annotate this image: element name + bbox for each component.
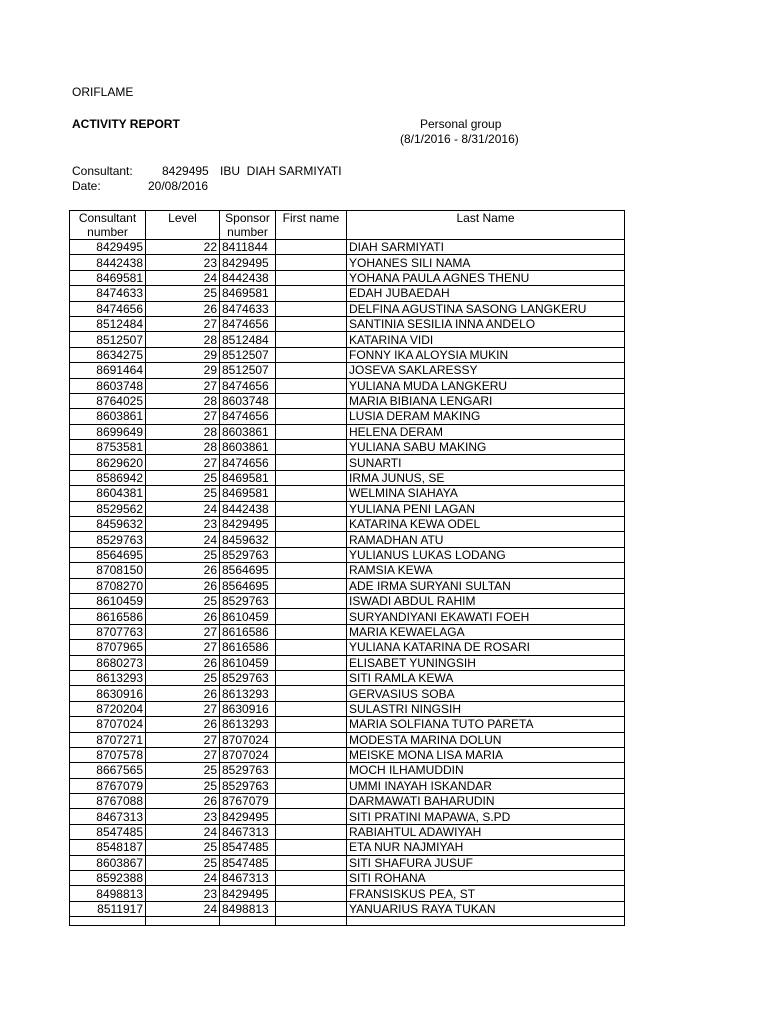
cell-level: 29 [146, 363, 220, 378]
table-row [70, 701, 625, 716]
report-date: 20/08/2016 [148, 179, 209, 193]
col-header-consultant-number: Consultant number [70, 211, 146, 240]
company-name: ORIFLAME [72, 85, 134, 99]
report-title: ACTIVITY REPORT [72, 117, 180, 131]
cell-last-name: SITI PRATINI MAPAWA, S.PD [347, 809, 625, 824]
cell-last-name: MARIA BIBIANA LENGARI [347, 393, 625, 408]
cell-level: 23 [146, 886, 220, 901]
cell-consultant-number: 8610459 [70, 593, 146, 608]
table-row [70, 393, 625, 408]
cell-last-name: HELENA DERAM [347, 424, 625, 439]
cell-last-name: YULIANA PENI LAGAN [347, 501, 625, 516]
cell-sponsor-number: 8474633 [220, 301, 276, 316]
cell-sponsor-number: 8512507 [220, 347, 276, 362]
cell-consultant-number: 8548187 [70, 840, 146, 855]
table-row [70, 871, 625, 886]
cell-consultant-number: 8720204 [70, 701, 146, 716]
table-row [70, 563, 625, 578]
cell-level: 26 [146, 794, 220, 809]
cell-consultant-number: 8707965 [70, 640, 146, 655]
col-header-first-name: First name [276, 211, 347, 240]
cell-level: 27 [146, 732, 220, 747]
col-header-last-name: Last Name [347, 211, 625, 240]
spacer-cell [347, 917, 625, 926]
cell-last-name: RAMSIA KEWA [347, 563, 625, 578]
cell-last-name: YULIANA MUDA LANGKERU [347, 378, 625, 393]
cell-first-name [276, 609, 347, 624]
cell-level: 27 [146, 640, 220, 655]
cell-consultant-number: 8708270 [70, 578, 146, 593]
cell-first-name [276, 717, 347, 732]
cell-last-name: FRANSISKUS PEA, ST [347, 886, 625, 901]
cell-last-name: EDAH JUBAEDAH [347, 286, 625, 301]
cell-sponsor-number: 8411844 [220, 240, 276, 255]
cell-level: 26 [146, 686, 220, 701]
cell-first-name [276, 701, 347, 716]
table-row [70, 778, 625, 793]
cell-first-name [276, 840, 347, 855]
table-row [70, 824, 625, 839]
cell-level: 26 [146, 578, 220, 593]
cell-level: 25 [146, 763, 220, 778]
cell-first-name [276, 732, 347, 747]
spacer-cell [70, 917, 146, 926]
cell-sponsor-number: 8429495 [220, 255, 276, 270]
cell-consultant-number: 8613293 [70, 670, 146, 685]
cell-last-name: FONNY IKA ALOYSIA MUKIN [347, 347, 625, 362]
cell-last-name: SITI RAMLA KEWA [347, 670, 625, 685]
cell-level: 27 [146, 378, 220, 393]
cell-consultant-number: 8474656 [70, 301, 146, 316]
cell-level: 24 [146, 901, 220, 916]
cell-level: 26 [146, 301, 220, 316]
cell-sponsor-number: 8469581 [220, 470, 276, 485]
cell-last-name: ISWADI ABDUL RAHIM [347, 593, 625, 608]
cell-level: 28 [146, 424, 220, 439]
cell-level: 25 [146, 855, 220, 870]
cell-consultant-number: 8529763 [70, 532, 146, 547]
cell-consultant-number: 8753581 [70, 440, 146, 455]
cell-last-name: JOSEVA SAKLARESSY [347, 363, 625, 378]
cell-level: 27 [146, 701, 220, 716]
cell-level: 25 [146, 470, 220, 485]
cell-last-name: YOHANA PAULA AGNES THENU [347, 270, 625, 285]
table-row [70, 501, 625, 516]
cell-first-name [276, 517, 347, 532]
cell-sponsor-number: 8459632 [220, 532, 276, 547]
cell-sponsor-number: 8498813 [220, 901, 276, 916]
cell-first-name [276, 270, 347, 285]
cell-consultant-number: 8708150 [70, 563, 146, 578]
cell-level: 25 [146, 486, 220, 501]
cell-level: 27 [146, 747, 220, 762]
cell-last-name: SITI SHAFURA JUSUF [347, 855, 625, 870]
cell-last-name: ELISABET YUNINGSIH [347, 655, 625, 670]
table-spacer-row [70, 917, 625, 926]
cell-consultant-number: 8707578 [70, 747, 146, 762]
table-row [70, 717, 625, 732]
cell-sponsor-number: 8603861 [220, 424, 276, 439]
cell-first-name [276, 809, 347, 824]
table-row [70, 640, 625, 655]
cell-sponsor-number: 8610459 [220, 609, 276, 624]
cell-sponsor-number: 8512507 [220, 363, 276, 378]
cell-level: 22 [146, 240, 220, 255]
cell-level: 28 [146, 332, 220, 347]
cell-last-name: SUNARTI [347, 455, 625, 470]
cell-last-name: SANTINIA SESILIA INNA ANDELO [347, 316, 625, 331]
spacer-cell [276, 917, 347, 926]
cell-first-name [276, 901, 347, 916]
cell-first-name [276, 409, 347, 424]
cell-sponsor-number: 8429495 [220, 809, 276, 824]
cell-consultant-number: 8629620 [70, 455, 146, 470]
table-row [70, 670, 625, 685]
cell-first-name [276, 332, 347, 347]
table-row [70, 409, 625, 424]
cell-level: 25 [146, 778, 220, 793]
table-row [70, 624, 625, 639]
cell-consultant-number: 8764025 [70, 393, 146, 408]
cell-sponsor-number: 8529763 [220, 547, 276, 562]
activity-table [69, 210, 625, 926]
cell-first-name [276, 424, 347, 439]
cell-level: 24 [146, 270, 220, 285]
cell-sponsor-number: 8613293 [220, 686, 276, 701]
report-period: (8/1/2016 - 8/31/2016) [400, 132, 519, 146]
cell-consultant-number: 8603867 [70, 855, 146, 870]
table-row [70, 578, 625, 593]
cell-last-name: MARIA KEWAELAGA [347, 624, 625, 639]
table-row [70, 270, 625, 285]
cell-sponsor-number: 8529763 [220, 593, 276, 608]
cell-first-name [276, 316, 347, 331]
col-header-level: Level [146, 211, 220, 240]
cell-sponsor-number: 8474656 [220, 316, 276, 331]
cell-level: 27 [146, 316, 220, 331]
cell-first-name [276, 440, 347, 455]
cell-sponsor-number: 8603748 [220, 393, 276, 408]
cell-consultant-number: 8707271 [70, 732, 146, 747]
table-row [70, 732, 625, 747]
cell-consultant-number: 8474633 [70, 286, 146, 301]
cell-level: 29 [146, 347, 220, 362]
cell-consultant-number: 8442438 [70, 255, 146, 270]
table-row [70, 517, 625, 532]
cell-first-name [276, 886, 347, 901]
cell-sponsor-number: 8564695 [220, 563, 276, 578]
cell-last-name: RABIAHTUL ADAWIYAH [347, 824, 625, 839]
cell-consultant-number: 8511917 [70, 901, 146, 916]
cell-sponsor-number: 8547485 [220, 855, 276, 870]
cell-sponsor-number: 8469581 [220, 486, 276, 501]
cell-first-name [276, 501, 347, 516]
cell-last-name: GERVASIUS SOBA [347, 686, 625, 701]
cell-last-name: SURYANDIYANI EKAWATI FOEH [347, 609, 625, 624]
cell-last-name: MODESTA MARINA DOLUN [347, 732, 625, 747]
cell-sponsor-number: 8429495 [220, 886, 276, 901]
cell-level: 27 [146, 455, 220, 470]
table-row [70, 840, 625, 855]
cell-last-name: MARIA SOLFIANA TUTO PARETA [347, 717, 625, 732]
cell-level: 23 [146, 255, 220, 270]
cell-level: 27 [146, 409, 220, 424]
cell-consultant-number: 8586942 [70, 470, 146, 485]
cell-sponsor-number: 8630916 [220, 701, 276, 716]
cell-level: 26 [146, 717, 220, 732]
cell-last-name: MOCH ILHAMUDDIN [347, 763, 625, 778]
cell-level: 26 [146, 563, 220, 578]
cell-level: 23 [146, 809, 220, 824]
cell-first-name [276, 670, 347, 685]
cell-consultant-number: 8459632 [70, 517, 146, 532]
cell-last-name: SULASTRI NINGSIH [347, 701, 625, 716]
cell-consultant-number: 8707024 [70, 717, 146, 732]
cell-first-name [276, 871, 347, 886]
cell-sponsor-number: 8469581 [220, 286, 276, 301]
cell-last-name: YULIANA SABU MAKING [347, 440, 625, 455]
table-row [70, 532, 625, 547]
cell-level: 27 [146, 624, 220, 639]
cell-first-name [276, 286, 347, 301]
cell-consultant-number: 8699649 [70, 424, 146, 439]
cell-sponsor-number: 8707024 [220, 732, 276, 747]
cell-first-name [276, 855, 347, 870]
table-row [70, 455, 625, 470]
cell-first-name [276, 393, 347, 408]
cell-last-name: WELMINA SIAHAYA [347, 486, 625, 501]
cell-sponsor-number: 8474656 [220, 409, 276, 424]
cell-consultant-number: 8616586 [70, 609, 146, 624]
cell-consultant-number: 8680273 [70, 655, 146, 670]
cell-sponsor-number: 8467313 [220, 824, 276, 839]
cell-consultant-number: 8707763 [70, 624, 146, 639]
cell-first-name [276, 686, 347, 701]
cell-first-name [276, 655, 347, 670]
cell-first-name [276, 640, 347, 655]
cell-first-name [276, 624, 347, 639]
table-row [70, 809, 625, 824]
table-body [70, 240, 625, 926]
cell-consultant-number: 8512484 [70, 316, 146, 331]
table-row [70, 547, 625, 562]
cell-sponsor-number: 8707024 [220, 747, 276, 762]
table-row [70, 255, 625, 270]
cell-level: 24 [146, 532, 220, 547]
cell-last-name: RAMADHAN ATU [347, 532, 625, 547]
cell-first-name [276, 240, 347, 255]
table-header-row [70, 211, 625, 240]
cell-sponsor-number: 8616586 [220, 624, 276, 639]
table-row [70, 286, 625, 301]
cell-consultant-number: 8469581 [70, 270, 146, 285]
cell-level: 25 [146, 670, 220, 685]
cell-last-name: KATARINA VIDI [347, 332, 625, 347]
cell-last-name: ETA NUR NAJMIYAH [347, 840, 625, 855]
table-row [70, 763, 625, 778]
cell-first-name [276, 563, 347, 578]
cell-first-name [276, 794, 347, 809]
cell-last-name: DIAH SARMIYATI [347, 240, 625, 255]
cell-last-name: LUSIA DERAM MAKING [347, 409, 625, 424]
cell-consultant-number: 8667565 [70, 763, 146, 778]
group-label: Personal group [420, 117, 502, 131]
table-row [70, 486, 625, 501]
cell-level: 28 [146, 440, 220, 455]
cell-sponsor-number: 8529763 [220, 763, 276, 778]
table-row [70, 686, 625, 701]
cell-consultant-number: 8467313 [70, 809, 146, 824]
table-row [70, 332, 625, 347]
cell-first-name [276, 347, 347, 362]
cell-sponsor-number: 8442438 [220, 270, 276, 285]
cell-sponsor-number: 8474656 [220, 378, 276, 393]
table-row [70, 794, 625, 809]
cell-consultant-number: 8547485 [70, 824, 146, 839]
cell-consultant-number: 8498813 [70, 886, 146, 901]
cell-last-name: MEISKE MONA LISA MARIA [347, 747, 625, 762]
cell-sponsor-number: 8610459 [220, 655, 276, 670]
cell-consultant-number: 8767079 [70, 778, 146, 793]
cell-last-name: SITI ROHANA [347, 871, 625, 886]
cell-first-name [276, 593, 347, 608]
table-row [70, 363, 625, 378]
cell-first-name [276, 470, 347, 485]
cell-consultant-number: 8529562 [70, 501, 146, 516]
cell-first-name [276, 578, 347, 593]
spacer-cell [220, 917, 276, 926]
cell-level: 24 [146, 871, 220, 886]
cell-sponsor-number: 8767079 [220, 794, 276, 809]
table-row [70, 747, 625, 762]
cell-last-name: YULIANUS LUKAS LODANG [347, 547, 625, 562]
cell-last-name: DELFINA AGUSTINA SASONG LANGKERU [347, 301, 625, 316]
cell-level: 25 [146, 286, 220, 301]
cell-level: 25 [146, 547, 220, 562]
table-row [70, 424, 625, 439]
cell-first-name [276, 301, 347, 316]
consultant-name: IBU DIAH SARMIYATI [220, 164, 342, 178]
cell-last-name: UMMI INAYAH ISKANDAR [347, 778, 625, 793]
cell-first-name [276, 824, 347, 839]
table-row [70, 855, 625, 870]
cell-consultant-number: 8630916 [70, 686, 146, 701]
table-row [70, 593, 625, 608]
cell-level: 23 [146, 517, 220, 532]
cell-consultant-number: 8564695 [70, 547, 146, 562]
cell-last-name: YOHANES SILI NAMA [347, 255, 625, 270]
cell-level: 24 [146, 824, 220, 839]
cell-sponsor-number: 8474656 [220, 455, 276, 470]
cell-level: 26 [146, 609, 220, 624]
cell-sponsor-number: 8529763 [220, 670, 276, 685]
cell-last-name: DARMAWATI BAHARUDIN [347, 794, 625, 809]
cell-sponsor-number: 8512484 [220, 332, 276, 347]
cell-first-name [276, 363, 347, 378]
table-row [70, 301, 625, 316]
cell-sponsor-number: 8547485 [220, 840, 276, 855]
cell-sponsor-number: 8429495 [220, 517, 276, 532]
date-label: Date: [72, 179, 101, 193]
cell-consultant-number: 8512507 [70, 332, 146, 347]
cell-last-name: IRMA JUNUS, SE [347, 470, 625, 485]
cell-last-name: ADE IRMA SURYANI SULTAN [347, 578, 625, 593]
cell-sponsor-number: 8529763 [220, 778, 276, 793]
cell-first-name [276, 747, 347, 762]
cell-first-name [276, 378, 347, 393]
cell-last-name: YULIANA KATARINA DE ROSARI [347, 640, 625, 655]
cell-first-name [276, 763, 347, 778]
table-row [70, 347, 625, 362]
table-row [70, 901, 625, 916]
cell-consultant-number: 8767088 [70, 794, 146, 809]
cell-consultant-number: 8429495 [70, 240, 146, 255]
cell-level: 26 [146, 655, 220, 670]
cell-first-name [276, 486, 347, 501]
col-header-sponsor-number: Sponsor number [220, 211, 276, 240]
cell-first-name [276, 255, 347, 270]
table-row [70, 655, 625, 670]
cell-sponsor-number: 8613293 [220, 717, 276, 732]
table-row [70, 378, 625, 393]
consultant-label: Consultant: [72, 164, 133, 178]
cell-sponsor-number: 8442438 [220, 501, 276, 516]
cell-consultant-number: 8592388 [70, 871, 146, 886]
cell-sponsor-number: 8616586 [220, 640, 276, 655]
table-row [70, 609, 625, 624]
cell-last-name: YANUARIUS RAYA TUKAN [347, 901, 625, 916]
table-row [70, 316, 625, 331]
cell-consultant-number: 8604381 [70, 486, 146, 501]
cell-level: 25 [146, 840, 220, 855]
cell-consultant-number: 8634275 [70, 347, 146, 362]
cell-first-name [276, 532, 347, 547]
table-row [70, 240, 625, 255]
cell-consultant-number: 8603748 [70, 378, 146, 393]
cell-consultant-number: 8691464 [70, 363, 146, 378]
cell-first-name [276, 455, 347, 470]
cell-level: 28 [146, 393, 220, 408]
spacer-cell [146, 917, 220, 926]
cell-sponsor-number: 8603861 [220, 440, 276, 455]
cell-level: 24 [146, 501, 220, 516]
cell-last-name: KATARINA KEWA ODEL [347, 517, 625, 532]
cell-level: 25 [146, 593, 220, 608]
cell-first-name [276, 778, 347, 793]
cell-sponsor-number: 8564695 [220, 578, 276, 593]
table-row [70, 470, 625, 485]
cell-sponsor-number: 8467313 [220, 871, 276, 886]
cell-consultant-number: 8603861 [70, 409, 146, 424]
table-row [70, 440, 625, 455]
cell-first-name [276, 547, 347, 562]
consultant-number: 8429495 [162, 164, 209, 178]
table-row [70, 886, 625, 901]
